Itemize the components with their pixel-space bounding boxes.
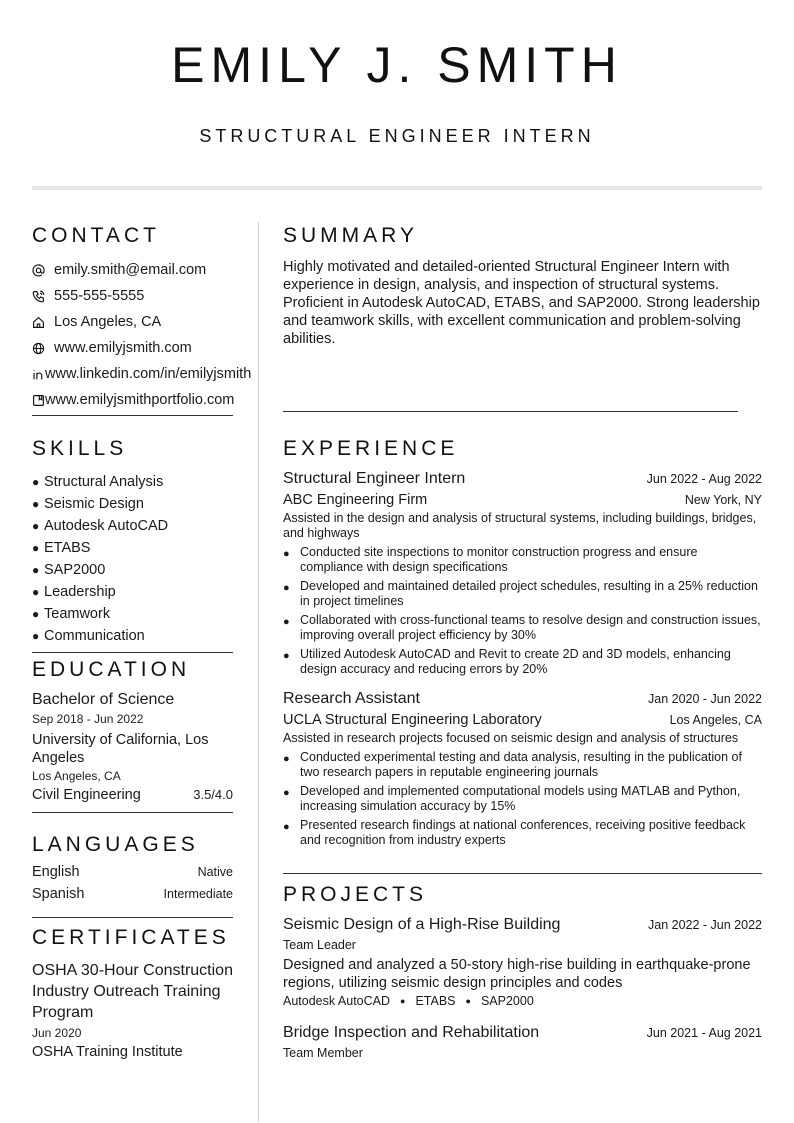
skills-divider <box>32 652 233 653</box>
portfolio-icon <box>32 394 45 407</box>
language-level: Intermediate <box>163 887 233 901</box>
job-company: ABC Engineering Firm <box>283 492 428 508</box>
project-tag: SAP2000 <box>480 994 534 1008</box>
education-gpa: 3.5/4.0 <box>193 787 233 802</box>
language-name: Spanish <box>32 886 85 902</box>
language-row <box>32 886 233 908</box>
job-description: Assisted in the design and analysis of structural systems, including buildings, bridges, and highways <box>283 511 757 540</box>
language-name: English <box>32 864 80 880</box>
skill-item: ● ETABS <box>32 540 91 556</box>
job-bullet: ● Presented research findings at national conferences, receiving positive feedback and recognition from industry experts <box>283 818 746 847</box>
project-tag: Autodesk AutoCAD <box>283 994 391 1008</box>
job-bullet: ● Developed and implemented computational models using MATLAB and Python, increasing simulation accuracy by 15% <box>283 784 741 813</box>
project-tag: ETABS <box>415 994 456 1008</box>
contact-portfolio[interactable] <box>32 387 233 413</box>
project-role: Team Leader <box>283 938 356 952</box>
job-bullet: ● Conducted site inspections to monitor construction progress and ensure compliance with design specifications <box>283 545 698 574</box>
experience-section <box>283 437 762 852</box>
summary-heading: SUMMARY <box>283 224 418 247</box>
skill-item: ● Communication <box>32 628 145 644</box>
education-major: Civil Engineering <box>32 787 141 803</box>
contact-location <box>32 309 233 335</box>
job-role: Structural Engineer Intern <box>283 470 466 487</box>
skill-item: ● Seismic Design <box>32 496 144 512</box>
job-bullet: ● Collaborated with cross-functional teams to resolve design and construction issues, improving overall project efficiency by 30% <box>283 613 761 642</box>
project-role: Team Member <box>283 1046 363 1060</box>
job-bullet: ● Developed and maintained detailed project schedules, resulting in a 25% reduction in project timelines <box>283 579 758 608</box>
home-icon <box>32 316 54 329</box>
job-title: STRUCTURAL ENGINEER INTERN <box>199 126 595 146</box>
contact-linkedin-text: www.linkedin.com/in/emilyjsmith <box>45 366 252 382</box>
languages-heading: LANGUAGES <box>32 833 199 856</box>
project-dates: Jan 2022 - Jun 2022 <box>648 918 762 932</box>
skill-item: ● Teamwork <box>32 606 111 622</box>
education-dates: Sep 2018 - Jun 2022 <box>32 712 144 726</box>
education-heading: EDUCATION <box>32 658 191 681</box>
column-divider <box>258 222 259 1122</box>
skill-item: ● Autodesk AutoCAD <box>32 518 169 534</box>
contact-section <box>32 224 252 416</box>
education-major-row <box>32 787 233 803</box>
certificates-section <box>32 926 233 1060</box>
skills-section <box>32 437 233 653</box>
projects-heading: PROJECTS <box>283 883 428 906</box>
summary-section <box>283 224 762 348</box>
language-row <box>32 864 233 886</box>
language-level: Native <box>197 865 233 879</box>
job-entry <box>283 690 762 848</box>
project-description: Designed and analyzed a 50-story high-rise building in earthquake-prone regions, utilizing seismic design principles and codes <box>283 957 751 991</box>
certificate-issuer: OSHA Training Institute <box>32 1044 183 1060</box>
contact-phone-text: 555-555-5555 <box>54 288 145 304</box>
contact-linkedin[interactable] <box>32 361 252 387</box>
contact-phone[interactable] <box>32 283 233 309</box>
project-dates: Jun 2021 - Aug 2021 <box>646 1026 762 1040</box>
education-location: Los Angeles, CA <box>32 769 121 783</box>
contact-divider <box>32 415 233 416</box>
summary-text: Highly motivated and detailed-oriented Structural Engineer Intern with experience in design, analysis, and inspection of structural systems. Proficient in Autodesk AutoCAD, ETABS, and SAP2000. Strong leadership and teamwork skills, with excellent communication and problem-solving abilities. <box>283 259 760 347</box>
job-role: Research Assistant <box>283 690 420 707</box>
job-location: New York, NY <box>684 493 762 507</box>
languages-divider <box>32 917 233 918</box>
job-bullet: ● Utilized Autodesk AutoCAD and Revit to create 2D and 3D models, enhancing design accuracy and reducing errors by 20% <box>283 647 731 676</box>
job-location: Los Angeles, CA <box>669 713 762 727</box>
certificate-name: OSHA 30-Hour Construction Industry Outreach Training Program <box>32 962 233 1021</box>
education-section <box>32 658 233 813</box>
projects-section <box>283 883 762 1060</box>
contact-website-text: www.emilyjsmith.com <box>54 340 192 356</box>
certificate-date: Jun 2020 <box>32 1026 82 1040</box>
globe-icon <box>32 342 54 355</box>
certificates-heading: CERTIFICATES <box>32 926 230 949</box>
education-degree: Bachelor of Science <box>32 691 175 708</box>
phone-icon <box>32 290 54 303</box>
project-entry <box>283 916 762 1008</box>
education-school: University of California, Los Angeles <box>32 732 209 766</box>
job-company: UCLA Structural Engineering Laboratory <box>283 712 542 728</box>
contact-email-text: emily.smith@email.com <box>54 262 207 278</box>
experience-divider <box>283 873 762 874</box>
education-divider <box>32 812 233 813</box>
contact-portfolio-text: www.emilyjsmithportfolio.com <box>45 392 235 408</box>
job-dates: Jun 2022 - Aug 2022 <box>646 472 762 486</box>
summary-divider <box>283 411 738 412</box>
header-divider <box>32 186 762 190</box>
contact-location-text: Los Angeles, CA <box>54 314 162 330</box>
languages-section <box>32 833 233 918</box>
project-title: Bridge Inspection and Rehabilitation <box>283 1024 540 1041</box>
at-icon <box>32 264 54 277</box>
skill-item: ● Structural Analysis <box>32 474 164 490</box>
job-bullet: ● Conducted experimental testing and data analysis, resulting in the publication of two research papers in reputable engineering journals <box>283 750 742 779</box>
project-title: Seismic Design of a High-Rise Building <box>283 916 561 933</box>
skill-item: ● SAP2000 <box>32 562 106 578</box>
experience-heading: EXPERIENCE <box>283 437 459 460</box>
skills-heading: SKILLS <box>32 437 128 460</box>
job-description: Assisted in research projects focused on seismic design and analysis of structures <box>283 731 739 745</box>
project-entry <box>283 1024 762 1060</box>
contact-website[interactable] <box>32 335 233 361</box>
project-tags: Autodesk AutoCAD ● ETABS ● SAP2000 <box>283 994 534 1008</box>
linkedin-icon <box>32 368 45 381</box>
job-dates: Jan 2020 - Jun 2022 <box>648 692 762 706</box>
job-entry <box>283 470 762 677</box>
contact-heading: CONTACT <box>32 224 160 247</box>
contact-email[interactable] <box>32 257 233 283</box>
skill-item: ● Leadership <box>32 584 116 600</box>
candidate-name: EMILY J. SMITH <box>171 37 623 93</box>
